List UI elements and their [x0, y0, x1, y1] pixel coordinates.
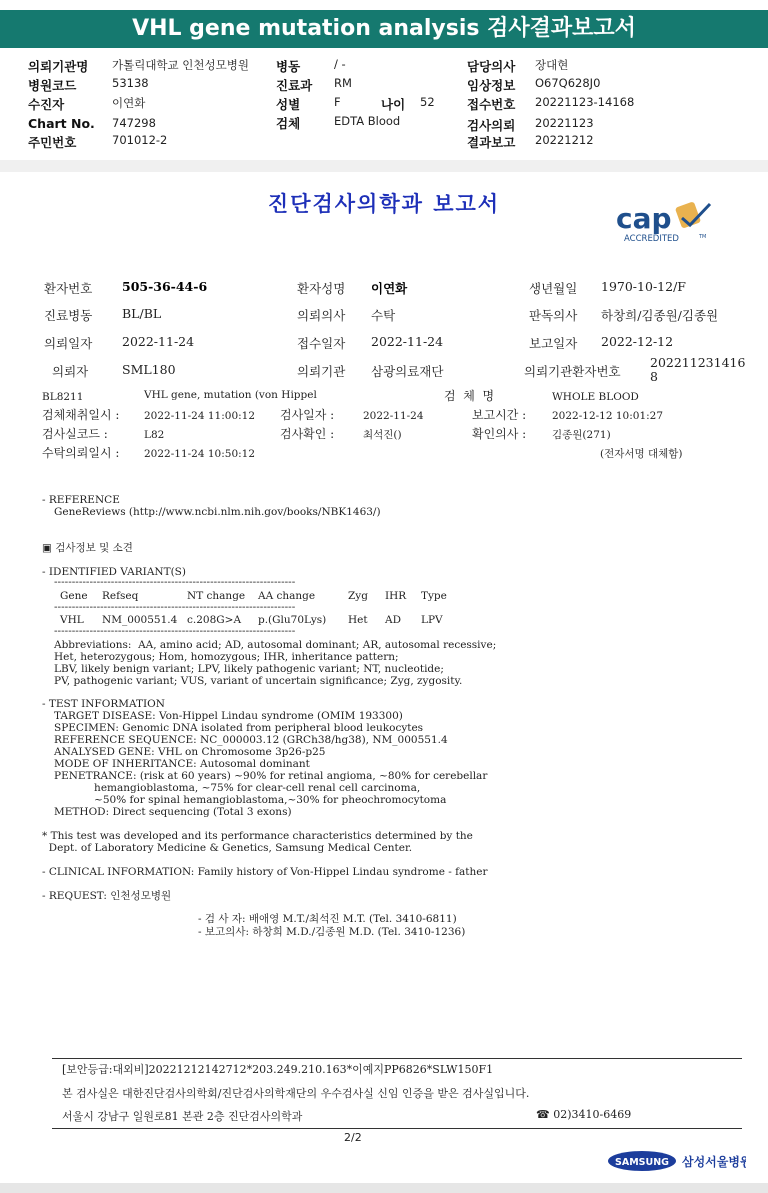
test-name: VHL gene, mutation (von Hippel [144, 389, 317, 401]
label-inst-pt-no: 의뢰기관환자번호 [524, 364, 621, 379]
abbrev-line-4: PV, pathogenic variant; VUS, variant of uncertain significance; Zyg, zygosity. [54, 675, 463, 687]
staff-line-2: - 보고의사: 하창희 M.D./김종원 M.D. (Tel. 3410-1236) [198, 926, 466, 938]
table-cell-aa-change: p.(Glu70Lys) [258, 614, 327, 626]
label-ward: 병동 [276, 59, 301, 74]
value-collect-time: 2022-11-24 11:00:12 [144, 410, 256, 422]
value-resident-no: 701012-2 [112, 133, 168, 147]
value-test-confirm: 최석진() [363, 429, 402, 441]
value-ward-2: BL/BL [122, 306, 162, 321]
label-report-date: 결과보고 [467, 135, 516, 150]
test-info-line-4: ANALYSED GENE: VHL on Chromosome 3p26-p25 [54, 746, 326, 758]
abbrev-line-2: Het, heterozygous; Hom, homozygous; IHR, inheritance pattern; [54, 651, 399, 663]
label-request-time: 수탁의뢰일시 : [42, 446, 120, 460]
label-specimen-name: 검 체 명 [444, 389, 495, 403]
value-inst-pt-no-1: 202211231416 [650, 355, 746, 370]
variant-heading: - IDENTIFIED VARIANT(S) [42, 566, 186, 578]
label-ward-2: 진료병동 [44, 308, 93, 323]
test-info-line-1: TARGET DISEASE: Von-Hippel Lindau syndrome (OMIM 193300) [54, 710, 403, 722]
bottom-band [0, 1183, 768, 1193]
table-cell-gene: VHL [60, 614, 84, 626]
test-info-line-5: MODE OF INHERITANCE: Autosomal dominant [54, 758, 310, 770]
cap-logo-tm: TM [699, 234, 707, 240]
test-code: BL8211 [42, 391, 84, 403]
label-age: 나이 [381, 97, 406, 112]
table-header-nt-change: NT change [187, 590, 246, 602]
table-cell-refseq: NM_000551.4 [102, 614, 178, 626]
value-chart-no: 747298 [112, 116, 156, 130]
label-report-time: 보고시간 : [472, 408, 527, 422]
label-requester: 의뢰자 [52, 364, 89, 379]
findings-heading: ▣ 검사정보 및 소견 [42, 542, 133, 554]
value-specimen: EDTA Blood [334, 114, 401, 128]
value-request-date: 20221123 [535, 116, 594, 130]
value-requester: SML180 [122, 362, 176, 377]
label-confirm-doctor: 확인의사 : [472, 427, 527, 441]
label-lab-code: 검사실코드 : [42, 427, 108, 441]
note-line-2: Dept. of Laboratory Medicine & Genetics, Samsung Medical Center. [42, 842, 413, 854]
value-institution: 가톨릭대학교 인천성모병원 [112, 58, 249, 72]
label-hospital-code: 병원코드 [28, 78, 77, 93]
value-req-institution: 삼광의료재단 [371, 364, 444, 379]
label-accession: 접수번호 [467, 97, 516, 112]
table-header-zyg: Zyg [348, 590, 368, 602]
address-line: 서울시 강남구 일원로81 본관 2층 진단검사의학과 [62, 1110, 303, 1123]
value-specimen-name: WHOLE BLOOD [552, 391, 639, 403]
value-ward: / - [334, 57, 346, 71]
value-department: RM [334, 76, 352, 90]
cap-logo-text: cap [616, 202, 672, 235]
label-collect-time: 검체채취일시 : [42, 408, 120, 422]
table-header-ihr: IHR [385, 590, 407, 602]
note-line-1: * This test was developed and its performance characteristics determined by the [42, 830, 473, 842]
page-number: 2/2 [344, 1131, 362, 1144]
label-institution: 의뢰기관명 [28, 59, 89, 74]
footer-rule-bottom [52, 1128, 742, 1129]
value-patient: 이연화 [112, 96, 146, 110]
label-req-date: 의뢰일자 [44, 336, 93, 351]
value-name: 이연화 [371, 281, 408, 296]
table-rule-mid: -------------------------------------------------------------------- [54, 601, 296, 613]
label-patient: 수진자 [28, 97, 65, 112]
samsung-hospital-logo [606, 1148, 746, 1174]
cap-accredited-logo [612, 198, 724, 244]
table-header-aa-change: AA change [258, 590, 316, 602]
label-reg-no: 환자번호 [44, 281, 93, 296]
table-rule-bottom: -------------------------------------------------------------------- [54, 625, 296, 637]
reference-heading: - REFERENCE [42, 494, 120, 506]
label-department: 진료과 [276, 78, 313, 93]
abbrev-line-3: LBV, likely benign variant; LPV, likely pathogenic variant; NT, nucleotide; [54, 663, 444, 675]
table-cell-nt-change: c.208G>A [187, 614, 242, 626]
label-name: 환자성명 [297, 281, 346, 296]
hospital-wordmark: 삼성서울병원 [682, 1155, 746, 1169]
value-hospital-code: 53138 [112, 76, 149, 90]
label-sex: 성별 [276, 97, 301, 112]
label-reader: 판독의사 [529, 308, 578, 323]
banner-title: VHL gene mutation analysis 검사결과보고서 [132, 16, 636, 41]
value-rpt-date: 2022-12-12 [601, 334, 674, 349]
label-doctor: 담당의사 [467, 59, 516, 74]
certification-line: 본 검사실은 대한진단검사의학회/진단검사의학재단의 우수검사실 신임 인증을 받은 검사실입니다. [62, 1087, 530, 1100]
test-info-line-6: PENETRANCE: (risk at 60 years) ~90% for retinal angioma, ~80% for cerebellar [54, 770, 488, 782]
value-accession: 20221123-14168 [535, 95, 635, 109]
test-info-line-2: SPECIMEN: Genomic DNA isolated from peripheral blood leukocytes [54, 722, 424, 734]
value-dob: 1970-10-12/F [601, 279, 686, 294]
label-chart-no: Chart No. [28, 116, 95, 131]
table-cell-type: LPV [421, 614, 443, 626]
value-sex: F [334, 95, 341, 109]
label-request-date: 검사의뢰 [467, 118, 516, 133]
value-report-time: 2022-12-12 10:01:27 [552, 410, 664, 422]
samsung-wordmark: SAMSUNG [615, 1157, 669, 1168]
value-reg-no: 505-36-44-6 [122, 279, 208, 294]
table-header-gene: Gene [60, 590, 88, 602]
label-req-institution: 의뢰기관 [297, 364, 346, 379]
value-report-date: 20221212 [535, 133, 594, 147]
request-line: - REQUEST: 인천성모병원 [42, 890, 172, 902]
value-test-date: 2022-11-24 [363, 410, 424, 422]
value-reader: 하창희/김종원/김종원 [601, 308, 719, 323]
label-specimen: 검체 [276, 116, 301, 131]
label-test-confirm: 검사확인 : [280, 427, 335, 441]
clinical-information: - CLINICAL INFORMATION: Family history of Von-Hippel Lindau syndrome - father [42, 866, 488, 878]
footer-rule [52, 1058, 742, 1059]
label-req-doctor: 의뢰의사 [297, 308, 346, 323]
table-header-refseq: Refseq [102, 590, 139, 602]
label-rcv-date: 접수일자 [297, 336, 346, 351]
table-cell-zyg: Het [348, 614, 368, 626]
cap-logo-subtext: ACCREDITED [624, 234, 679, 244]
value-lab-code: L82 [144, 429, 165, 441]
phone-line: ☎ 02)3410-6469 [536, 1108, 632, 1121]
reference-text: GeneReviews (http://www.ncbi.nlm.nih.gov/books/NBK1463/) [54, 506, 381, 518]
table-rule-top: -------------------------------------------------------------------- [54, 576, 296, 588]
label-resident-no: 주민번호 [28, 135, 77, 150]
value-confirm-doctor: 김종원(271) [552, 429, 611, 441]
abbrev-line-1: Abbreviations: AA, amino acid; AD, autosomal dominant; AR, autosomal recessive; [54, 639, 497, 651]
label-rpt-date: 보고일자 [529, 336, 578, 351]
label-clinical-info: 임상정보 [467, 78, 516, 93]
value-rcv-date: 2022-11-24 [371, 334, 444, 349]
report-banner [0, 10, 768, 48]
value-doctor: 장대현 [535, 58, 569, 72]
report-title: 진단검사의학과 보고서 [267, 191, 501, 216]
security-line: [보안등급:대외비]20221212142712*203.249.210.163*이예지PP6826*SLW150F1 [62, 1063, 494, 1076]
test-info-line-7: hemangioblastoma, ~75% for clear-cell renal cell carcinoma, [54, 782, 421, 794]
value-clinical-info: O67Q628J0 [535, 76, 601, 90]
value-req-date: 2022-11-24 [122, 334, 195, 349]
test-info-line-3: REFERENCE SEQUENCE: NC_000003.12 (GRCh38/hg38), NM_000551.4 [54, 734, 448, 746]
label-test-date: 검사일자 : [280, 408, 335, 422]
page-divider [0, 160, 768, 172]
value-request-time: 2022-11-24 10:50:12 [144, 448, 256, 460]
test-info-line-9: METHOD: Direct sequencing (Total 3 exons) [54, 806, 292, 818]
esign-note: (전자서명 대체함) [600, 448, 683, 460]
table-header-type: Type [421, 590, 447, 602]
value-req-doctor: 수탁 [371, 308, 396, 323]
test-info-line-8: ~50% for spinal hemangioblastoma,~30% for pheochromocytoma [54, 794, 447, 806]
value-age: 52 [420, 95, 435, 109]
value-inst-pt-no-2: 8 [650, 369, 658, 384]
staff-line-1: - 검 사 자: 배애영 M.T./최석진 M.T. (Tel. 3410-6811) [198, 913, 457, 925]
label-dob: 생년월일 [529, 281, 578, 296]
table-cell-ihr: AD [385, 614, 402, 626]
test-info-heading: - TEST INFORMATION [42, 698, 165, 710]
